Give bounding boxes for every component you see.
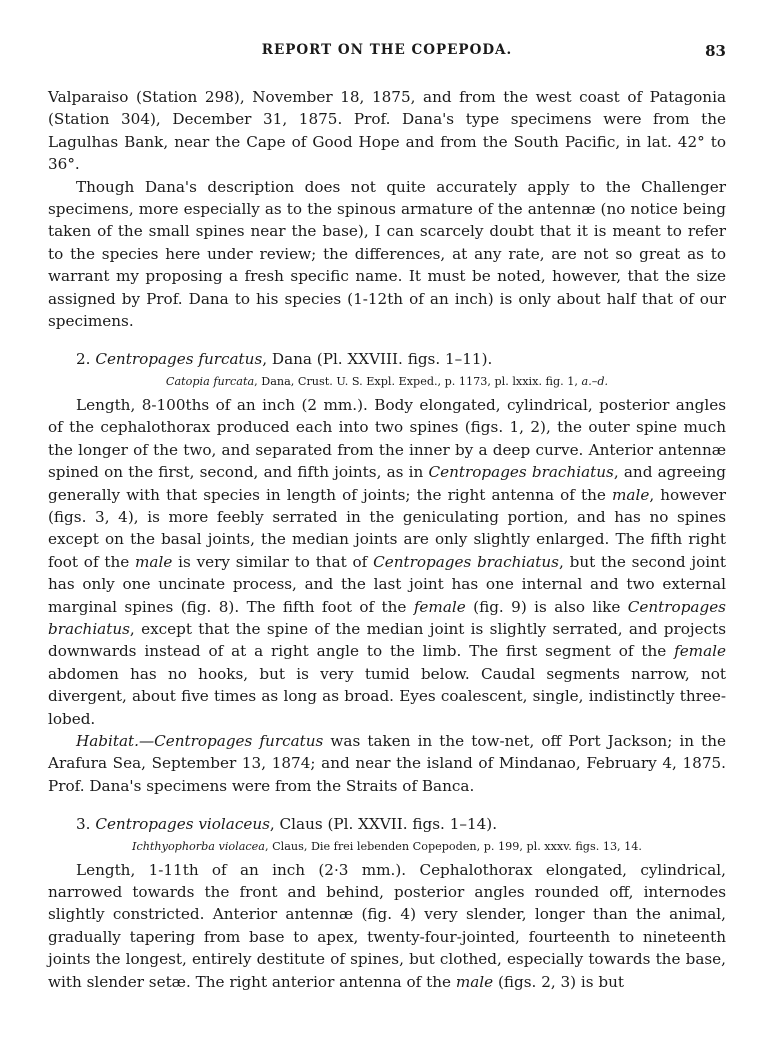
description-text: (figs. 2, 3) is but	[493, 972, 625, 991]
species-2-description	[48, 394, 726, 730]
species-3-synonym	[48, 838, 726, 856]
description-text: , except that the spine of the median joint is slightly serrated, and projects downwards instead of at a right angle to the limb. The first segment of the	[48, 619, 726, 661]
page-number: 83	[705, 42, 726, 60]
running-head: REPORT ON THE COPEPODA.	[261, 42, 513, 58]
description-text: Length, 1-11th of an inch (2·3 mm.). Cephalothorax elongated, cylindrical, narrowed towards the front and behind, posterior angles rounded off, internodes slightly constricted. Anterior antennæ (fig. 4) very slender, longer than the animal, gradually tapering from base to apex, twenty-four-jointed, fourteenth to nineteenth joints the longest, entirely destitute of spines, but clothed, especially towards the base, with slender setæ. The right anterior antenna of the	[48, 860, 726, 991]
intro-text-2: Though Dana's description does not quite accurately apply to the Challenger specimens, more especially as to the spinous armature of the antennæ (no notice being taken of the small spines near the base), I can scarcely doubt that it is meant to refer to the species here under review; the differences, at any rate, are not so great as to warrant my proposing a fresh specific name. It must be noted, however, that the size assigned by Prof. Dana to his species (1-12th of an inch) is only about half that of our specimens.	[48, 177, 726, 331]
description-italic: male	[612, 485, 650, 504]
description-italic: female	[674, 642, 726, 661]
species-2-synonym-name: Catopia furcata	[165, 374, 255, 388]
description-italic: Centropages brachiatus	[48, 597, 726, 638]
description-text: Length, 8-100ths of an inch (2 mm.). Body elongated, cylindrical, posterior angles of the cephalothorax produced each into two spines (figs. 1, 2), the outer spine much the longer of the two, and separated from the inner by a deep curve. Anterior antennæ spined on the first, second, and fifth joints, as in	[48, 395, 726, 482]
description-text: abdomen has no hooks, but is very tumid below. Caudal segments narrow, not divergent, about five times as long as broad. Eyes coalescent, single, indistinctly three-lobed.	[48, 664, 726, 728]
description-text: , however (figs. 3, 4), is more feebly serrated in the geniculating portion, and has no spines except on the basal joints, the median joints are only slightly enlarged. The fifth right foot of the	[48, 485, 726, 571]
page-header	[48, 42, 726, 64]
intro-text-1: Valparaiso (Station 298), November 18, 1875, and from the west coast of Patagonia (Station 304), December 31, 1875. Prof. Dana's type specimens were from the Lagulhas Bank, near the Cape of Good Hope and from the South Pacific, in lat. 42° to 36°.	[48, 88, 726, 174]
species-3-authority: , Claus (Pl. XXVII. figs. 1–14).	[269, 815, 498, 834]
species-2-heading	[48, 348, 726, 370]
species-3-synonym-reference: , Claus, Die frei lebenden Copepoden, p. 199, pl. xxxv. figs. 13, 14.	[264, 839, 642, 853]
species-2-synonym-reference: , Dana, Crust. U. S. Expl. Exped., p. 1173, pl. lxxix. fig. 1,	[254, 374, 582, 388]
description-text: , and agreeing generally with that species in length of joints; the right antenna of the	[48, 463, 727, 504]
page-body	[48, 86, 726, 993]
description-italic: male	[455, 972, 494, 991]
species-2-authority: , Dana (Pl. XXVIII. figs. 1–11).	[262, 350, 493, 369]
description-italic: Centropages brachiatus	[373, 552, 559, 571]
habitat-label: Habitat.—Centropages furcatus	[76, 731, 324, 750]
species-2-number: 2.	[76, 350, 91, 369]
description-text: is very similar to that of	[172, 552, 374, 571]
description-italic: female	[413, 597, 466, 616]
intro-paragraph-1	[48, 86, 726, 176]
species-3-name: Centropages violaceus	[95, 815, 270, 834]
intro-paragraph-2	[48, 176, 726, 333]
species-3-synonym-name: Ichthyophorba violacea	[132, 839, 265, 853]
description-text: (fig. 9) is also like	[465, 597, 628, 616]
habitat-text: was taken in the tow-net, off Port Jackson; in the Arafura Sea, September 13, 1874; and near the island of Mindanao, February 4, 1875. Prof. Dana's specimens were from the Straits of Banca.	[48, 731, 727, 795]
species-2-synonym	[48, 373, 726, 391]
species-2-habitat	[48, 730, 726, 797]
description-italic: Centropages brachiatus	[428, 463, 614, 482]
species-2-name: Centropages furcatus	[95, 350, 263, 369]
species-3-number: 3.	[76, 815, 91, 834]
species-3-description	[48, 859, 726, 993]
description-text: , but the second joint has only one uncinate process, and the last joint has one internal and two external marginal spines (fig. 8). The fifth foot of the	[48, 552, 726, 616]
species-3-heading	[48, 813, 726, 835]
species-2-synonym-figures: a.–d.	[581, 374, 609, 388]
description-italic: male	[135, 552, 173, 571]
